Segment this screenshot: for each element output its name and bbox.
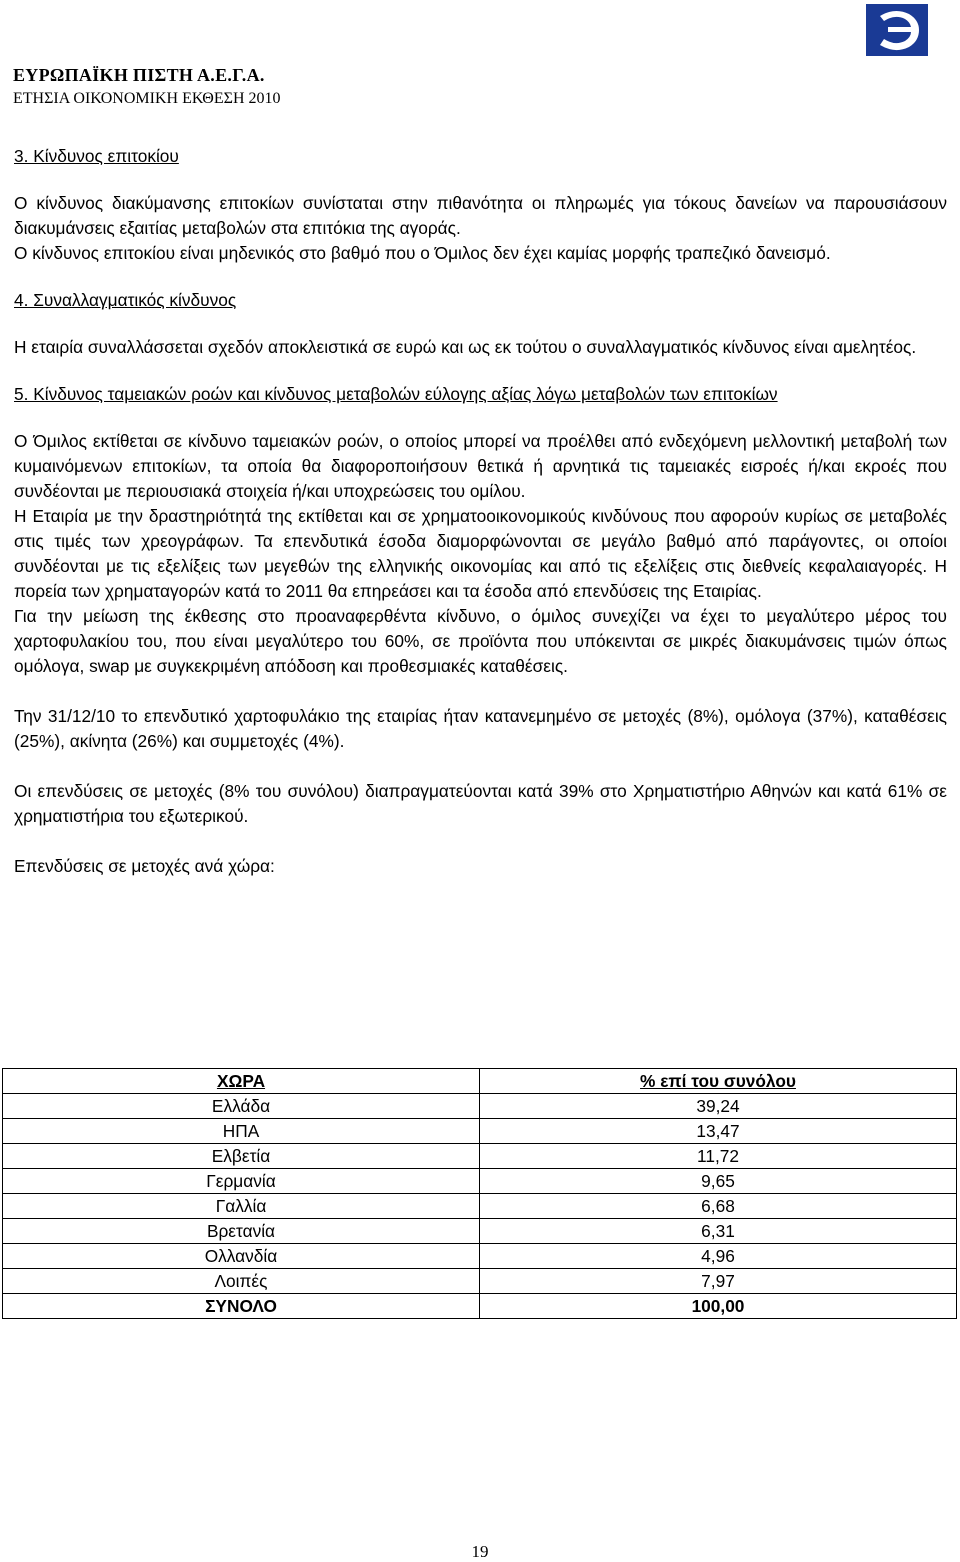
country-cell: Ολλανδία — [3, 1244, 480, 1269]
percent-cell: 6,68 — [480, 1194, 957, 1219]
percent-cell: 4,96 — [480, 1244, 957, 1269]
document-body — [14, 144, 947, 879]
total-label-cell: ΣΥΝΟΛΟ — [3, 1294, 480, 1319]
section-3-paragraph-2: Ο κίνδυνος επιτοκίου είναι μηδενικός στο βαθμό που ο Όμιλος δεν έχει καμίας μορφής τραπεζικό δανεισμό. — [14, 243, 831, 263]
table-row — [3, 1094, 957, 1119]
section-4-heading: 4. Συναλλαγματικός κίνδυνος — [14, 290, 237, 310]
table-header-row — [3, 1069, 957, 1094]
section-5-paragraph-1: Ο Όμιλος εκτίθεται σε κίνδυνο ταμειακών ροών, ο οποίος μπορεί να προέλθει από ενδεχόμενη μελλοντική μεταβολή των κυμαινόμενων επιτοκίων, τα οποία θα διαφοροποιήσουν θετικά ή αρνητικά τις ταμειακές εισροές ή/και εκροές που συνδέονται με περιουσιακά στοιχεία ή/και υποχρεώσεις του ομίλου. — [14, 431, 947, 501]
country-cell: Ελβετία — [3, 1144, 480, 1169]
percent-cell: 9,65 — [480, 1169, 957, 1194]
company-name: ΕΥΡΩΠΑΪΚΗ ΠΙΣΤΗ Α.Ε.Γ.Α. — [13, 65, 265, 85]
page-number: 19 — [471, 1542, 489, 1561]
percent-cell: 13,47 — [480, 1119, 957, 1144]
country-cell: Ελλάδα — [3, 1094, 480, 1119]
country-cell: Βρετανία — [3, 1219, 480, 1244]
report-title: ΕΤΗΣΙΑ ΟΙΚΟΝΟΜΙΚΗ ΕΚΘΕΣΗ 2010 — [13, 90, 281, 107]
section-5-heading: 5. Κίνδυνος ταμειακών ροών και κίνδυνος μεταβολών εύλογης αξίας λόγω μεταβολών των επιτοκίων — [14, 384, 778, 404]
total-percent-cell: 100,00 — [480, 1294, 957, 1319]
document-header — [13, 64, 281, 109]
table-row — [3, 1244, 957, 1269]
section-3-paragraph-1: Ο κίνδυνος διακύμανσης επιτοκίων συνίσταται στην πιθανότητα οι πληρωμές για τόκους δανείων να παρουσιάσουν διακυμάνσεις εξαιτίας μεταβολών στα επιτόκια της αγοράς. — [14, 193, 947, 238]
table-row — [3, 1219, 957, 1244]
table-row — [3, 1119, 957, 1144]
percent-cell: 39,24 — [480, 1094, 957, 1119]
country-cell: ΗΠΑ — [3, 1119, 480, 1144]
column-header-percent: % επί του συνόλου — [480, 1069, 957, 1094]
section-5-paragraph-3: Για την μείωση της έκθεσης στο προαναφερθέντα κίνδυνο, ο όμιλος συνεχίζει να έχει το μεγαλύτερο μέρος του χαρτοφυλακίου του, που είναι μεγαλύτερο του 60%, σε προϊόντα που υπόκεινται σε μικρές διακυμάνσεις τιμών όπως ομόλογα, swap με συγκεκριμένη απόδοση και προθεσμιακές καταθέσεις. — [14, 606, 947, 676]
section-4-paragraph-1: Η εταιρία συναλλάσσεται σχεδόν αποκλειστικά σε ευρώ και ως εκ τούτου ο συναλλαγματικός κίνδυνος είναι αμελητέος. — [14, 337, 917, 357]
stocks-by-country-table — [2, 1068, 957, 1319]
percent-cell: 7,97 — [480, 1269, 957, 1294]
country-cell: Λοιπές — [3, 1269, 480, 1294]
company-logo-icon — [866, 4, 928, 56]
table-row — [3, 1144, 957, 1169]
table-row — [3, 1269, 957, 1294]
table-row — [3, 1169, 957, 1194]
table-row — [3, 1194, 957, 1219]
percent-cell: 11,72 — [480, 1144, 957, 1169]
section-5-paragraph-4: Την 31/12/10 το επενδυτικό χαρτοφυλάκιο της εταιρίας ήταν κατανεμημένο σε μετοχές (8%), ομόλογα (37%), καταθέσεις (25%), ακίνητα (26%) και συμμετοχές (4%). — [14, 706, 947, 751]
section-5-paragraph-2: Η Εταιρία με την δραστηριότητά της εκτίθεται και σε χρηματοοικονομικούς κινδύνους που αφορούν κυρίως σε μεταβολές στις τιμές των χρεογράφων. Τα επενδυτικά έσοδα διαμορφώνονται σε μεγάλο βαθμό από παράγοντες, οι οποίοι συνδέονται με τις εξελίξεις των μεγεθών της ελληνικής οικονομίας και από τις εξελίξεις στις διεθνείς κεφαλαιαγορές. Η πορεία των χρηματαγορών κατά το 2011 θα επηρεάσει και τα έσοδα από επενδύσεις της Εταιρίας. — [14, 506, 947, 601]
table-total-row — [3, 1294, 957, 1319]
section-3-heading: 3. Κίνδυνος επιτοκίου — [14, 146, 179, 166]
column-header-country: ΧΩΡΑ — [3, 1069, 480, 1094]
percent-cell: 6,31 — [480, 1219, 957, 1244]
section-5-paragraph-5: Οι επενδύσεις σε μετοχές (8% του συνόλου) διαπραγματεύονται κατά 39% στο Χρηματιστήριο Αθηνών και κατά 61% σε χρηματιστήρια του εξωτερικού. — [14, 781, 947, 826]
country-cell: Γαλλία — [3, 1194, 480, 1219]
country-cell: Γερμανία — [3, 1169, 480, 1194]
table-caption: Επενδύσεις σε μετοχές ανά χώρα: — [14, 856, 275, 876]
